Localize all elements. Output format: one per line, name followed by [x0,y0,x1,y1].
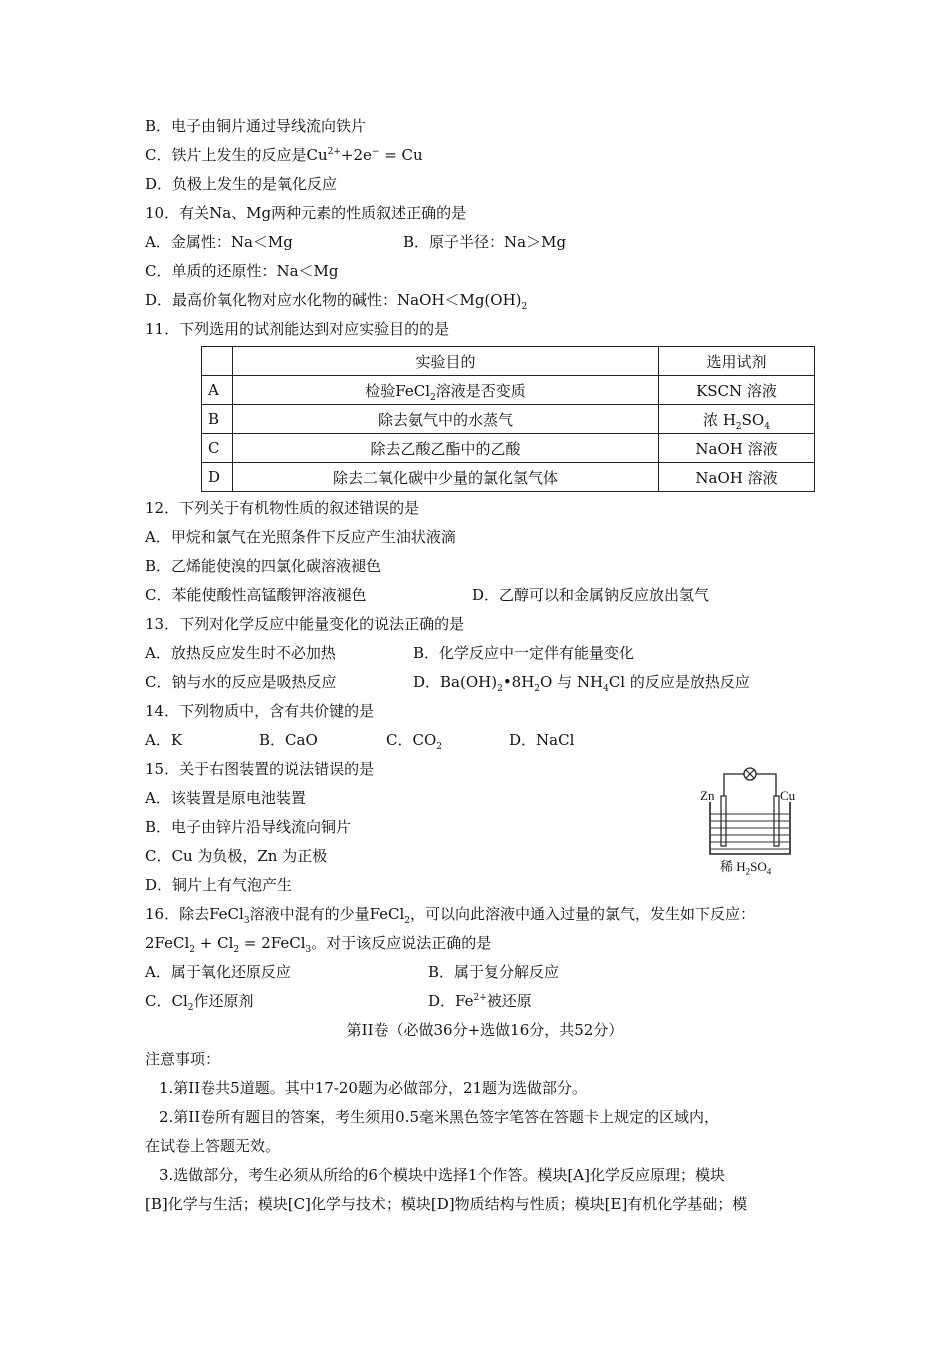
q16-stem-line2: 2FeCl$_2$ + $Cl_2$ = 2FeCl$_3$。对于该反应说法正确的是 [145,934,492,955]
q12-option-a: A．甲烷和氯气在光照条件下反应产生油状液滴 [145,528,456,546]
q12-options-cd: C．苯能使酸性高锰酸钾溶液褪色 D．乙醇可以和金属钠反应放出氢气 [145,586,710,604]
exam-page [145,112,825,1219]
q10-option-d: D．最高价氧化物对应水化物的碱性：$NaOH<Mg(OH)_2$ [145,291,528,312]
q13-stem: 13．下列对化学反应中能量变化的说法正确的是 [145,615,465,633]
q16-stem-line1: 16．除去FeCl$_3$溶液中混有的少量FeCl$_2$，可以向此溶液中通入过量的氯气，发生如下反应： [145,905,756,926]
q14-options: A．K B．CaO C．$CO_2$ D．NaCl [145,731,575,752]
header-reagent: 选用试剂 [659,347,815,376]
table-header-row [202,347,815,376]
table-row: C 除去乙酸乙酯中的乙酸 NaOH 溶液 [202,434,815,463]
table-row: B 除去氨气中的水蒸气 浓 $H_2SO_4$ [202,405,815,434]
q13-options-ab: A．放热反应发生时不必加热 B．化学反应中一定伴有能量变化 [145,644,635,662]
notice-item-2-cont: 在试卷上答题无效。 [145,1137,281,1155]
zn-label: Zn [700,788,715,803]
q11-stem: 11．下列选用的试剂能达到对应实验目的的是 [145,320,450,338]
galvanic-cell-figure [700,766,800,876]
q9-option-c: C．铁片上发生的反应是$Cu^{2+}+2e^- = Cu$ [145,146,423,164]
q15-stem: 15．关于右图装置的说法错误的是 [145,760,375,778]
notice-item-3: 3.选做部分，考生必须从所给的6个模块中选择1个作答。模块[A]化学反应原理；模块 [159,1166,725,1184]
part2-title: 第II卷（必做36分+选做16分，共52分） [346,1021,624,1039]
q9-option-d: D．负极上发生的是氧化反应 [145,175,338,193]
q13-options-cd: C．钠与水的反应是吸热反应 D．$Ba(OH)_2•8H_2O$ 与 $NH_4Cl$ 的反应是放热反应 [145,673,750,694]
q10-stem: 10．有关Na、Mg两种元素的性质叙述正确的是 [145,204,467,222]
notice-heading: 注意事项： [145,1050,221,1068]
q16-options-cd: C．$Cl_2$作还原剂 D．$Fe^{2+}$被还原 [145,992,532,1013]
notice-item-3-cont: [B]化学与生活；模块[C]化学与技术；模块[D]物质结构与性质；模块[E]有机化学基础；模 [145,1195,748,1213]
q10-option-c: C．单质的还原性：Na＜Mg [145,262,339,280]
q15-option-a: A．该装置是原电池装置 [145,789,306,807]
q15-option-c: C．Cu 为负极，Zn 为正极 [145,847,328,865]
header-purpose: 实验目的 [233,347,659,376]
q15-option-d: D．铜片上有气泡产生 [145,876,293,894]
notice-item-1: 1.第II卷共5道题。其中17-20题为必做部分，21题为选做部分。 [159,1079,588,1097]
electrolyte-caption: 稀 $H_2SO_4$ [720,859,772,877]
galvanic-cell-diagram [700,766,800,858]
q12-option-b: B．乙烯能使溴的四氯化碳溶液褪色 [145,557,382,575]
notice-item-2: 2.第II卷所有题目的答案，考生须用0.5毫米黑色签字笔答在答题卡上规定的区域内， [159,1108,720,1126]
q11-table [201,346,815,492]
q9-option-b: B．电子由铜片通过导线流向铁片 [145,117,367,135]
table-row: D 除去二氧化碳中少量的氯化氢气体 NaOH 溶液 [202,463,815,492]
q12-stem: 12．下列关于有机物性质的叙述错误的是 [145,499,420,517]
q14-stem: 14．下列物质中，含有共价键的是 [145,702,375,720]
q15-option-b: B．电子由锌片沿导线流向铜片 [145,818,352,836]
q10-options-ab: A．金属性：Na＜Mg B．原子半径：Na＞Mg [145,233,567,251]
q16-options-ab: A．属于氧化还原反应 B．属于复分解反应 [145,963,560,981]
cu-label: Cu [780,788,796,803]
table-row: A 检验FeCl$_2$溶液是否变质 KSCN 溶液 [202,376,815,405]
